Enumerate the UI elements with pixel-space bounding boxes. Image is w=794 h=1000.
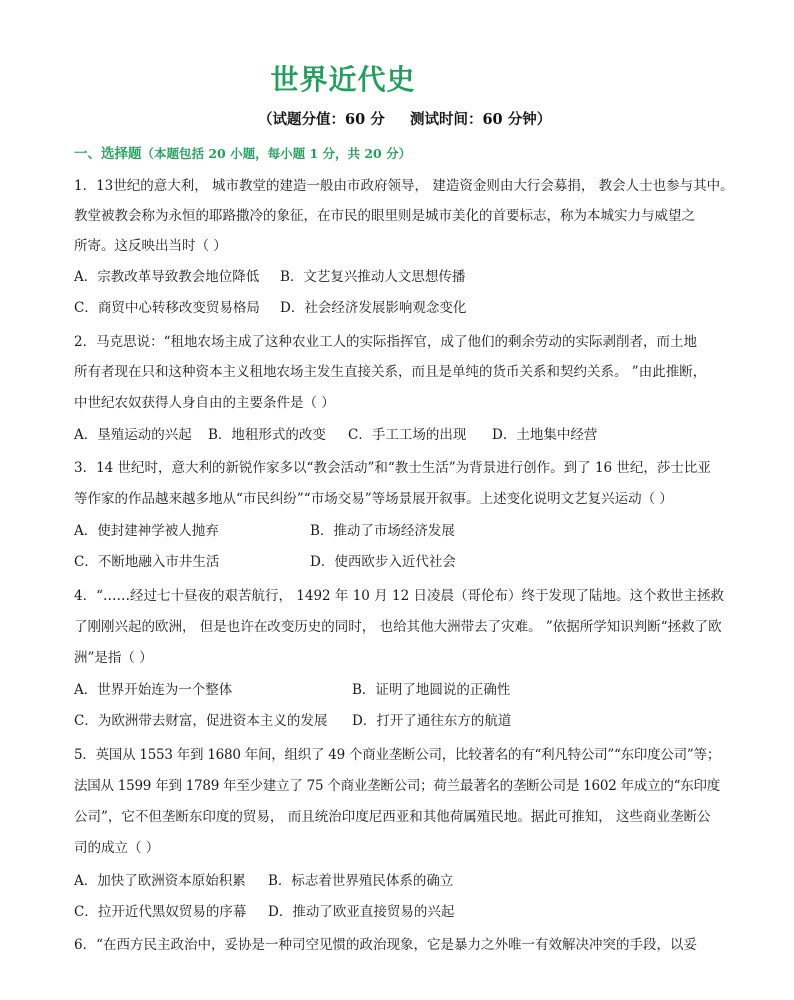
- question-3-line-1: 3．14 世纪时，意大利的新锐作家多以“教会活动”和“教士生活”为背景进行创作。到了 16 世纪，莎士比亚: [74, 460, 711, 476]
- question-1-option-b[interactable]: B．文艺复兴推动人文思想传播: [280, 269, 466, 285]
- question-2-option-d[interactable]: D．土地集中经营: [492, 427, 598, 443]
- question-5-line-4: 司的成立（ ）: [74, 840, 160, 856]
- page-title: 世界近代史: [270, 63, 416, 96]
- question-3-line-2: 等作家的作品越来越多地从“市民纠纷”“市场交易”等场景展开叙事。上述变化说明文艺复兴运动（ ）: [74, 491, 673, 507]
- question-4-option-c[interactable]: C．为欧洲带去财富，促进资本主义的发展: [74, 713, 328, 729]
- question-4-option-a[interactable]: A．世界开始连为一个整体: [74, 682, 233, 698]
- section-title: 一、选择题: [74, 146, 142, 162]
- question-2-option-b[interactable]: B．地租形式的改变: [208, 427, 326, 443]
- question-5-line-1: 5．英国从 1553 年到 1680 年间，组织了 49 个商业垄断公司，比较著名的有“利凡特公司”“东印度公司”等；: [74, 747, 721, 763]
- question-3-option-d[interactable]: D．使西欧步入近代社会: [310, 554, 456, 570]
- question-2-line-2: 所有者现在只和这种资本主义租地农场主发生直接关系，而且是单纯的货币关系和契约关系。 ”由此推断，: [74, 364, 707, 380]
- question-5-line-2: 法国从 1599 年到 1789 年至少建立了 75 个商业垄断公司；荷兰最著名的垄断公司是 1602 年成立的“东印度: [74, 778, 720, 794]
- question-1-line-2: 教堂被教会称为永恒的耶路撒冷的象征，在市民的眼里则是城市美化的首要标志，称为本城实力与威望之: [74, 208, 695, 224]
- question-1-option-a[interactable]: A．宗教改革导致教会地位降低: [74, 269, 260, 285]
- question-2-line-3: 中世纪农奴获得人身自由的主要条件是（ ）: [74, 395, 335, 411]
- question-4-line-1: 4．“……经过七十昼夜的艰苦航行， 1492 年 10 月 12 日凌晨（哥伦布）终于发现了陆地。这个救世主拯救: [74, 588, 724, 604]
- question-5-option-d[interactable]: D．推动了欧亚直接贸易的兴起: [268, 904, 455, 920]
- question-6-line-1: 6．“在西方民主政治中，妥协是一种司空见惯的政治现象，它是暴力之外唯一有效解决冲突的手段，以妥: [74, 937, 697, 953]
- question-5-option-b[interactable]: B．标志着世界殖民体系的确立: [268, 873, 454, 889]
- question-5-line-3: 公司”，它不但垄断东印度的贸易， 而且统治印度尼西亚和其他荷属殖民地。据此可推知， 这些商业垄断公: [74, 809, 711, 825]
- question-3-option-a[interactable]: A．使封建神学被人抛弃: [74, 523, 219, 539]
- question-3-option-c[interactable]: C．不断地融入市井生活: [74, 554, 220, 570]
- question-2-line-1: 2．马克思说：“租地农场主成了这种农业工人的实际指挥官，成了他们的剩余劳动的实际剥削者，而土地: [74, 334, 697, 350]
- question-2-option-a[interactable]: A．垦殖运动的兴起: [74, 427, 192, 443]
- question-4-line-2: 了刚刚兴起的欧洲， 但是也许在改变历史的同时， 也给其他大洲带去了灾难。 ”依据所学知识判断“拯救了欧: [74, 619, 722, 635]
- question-4-line-3: 洲”是指（ ）: [74, 650, 153, 666]
- exam-info: （试题分值：60 分 测试时间：60 分钟）: [258, 111, 552, 128]
- question-4-option-d[interactable]: D．打开了通往东方的航道: [352, 713, 512, 729]
- question-1-option-d[interactable]: D．社会经济发展影响观念变化: [280, 300, 467, 316]
- question-1-option-c[interactable]: C．商贸中心转移改变贸易格局: [74, 300, 260, 316]
- section-heading: [74, 142, 411, 162]
- question-4-option-b[interactable]: B．证明了地圆说的正确性: [352, 682, 511, 698]
- question-5-option-a[interactable]: A．加快了欧洲资本原始积累: [74, 873, 246, 889]
- question-1-line-3: 所寄。这反映出当时（ ）: [74, 238, 227, 254]
- question-3-option-b[interactable]: B．推动了市场经济发展: [310, 523, 455, 539]
- question-2-option-c[interactable]: C．手工工场的出现: [348, 427, 467, 443]
- section-note: （本题包括 20 小题，每小题 1 分，共 20 分）: [141, 146, 412, 161]
- question-5-option-c[interactable]: C．拉开近代黑奴贸易的序幕: [74, 904, 247, 920]
- question-1-line-1: 1．13世纪的意大利， 城市教堂的建造一般由市政府领导， 建造资金则由大行会募捐， 教会人士也参与其中。: [74, 178, 734, 194]
